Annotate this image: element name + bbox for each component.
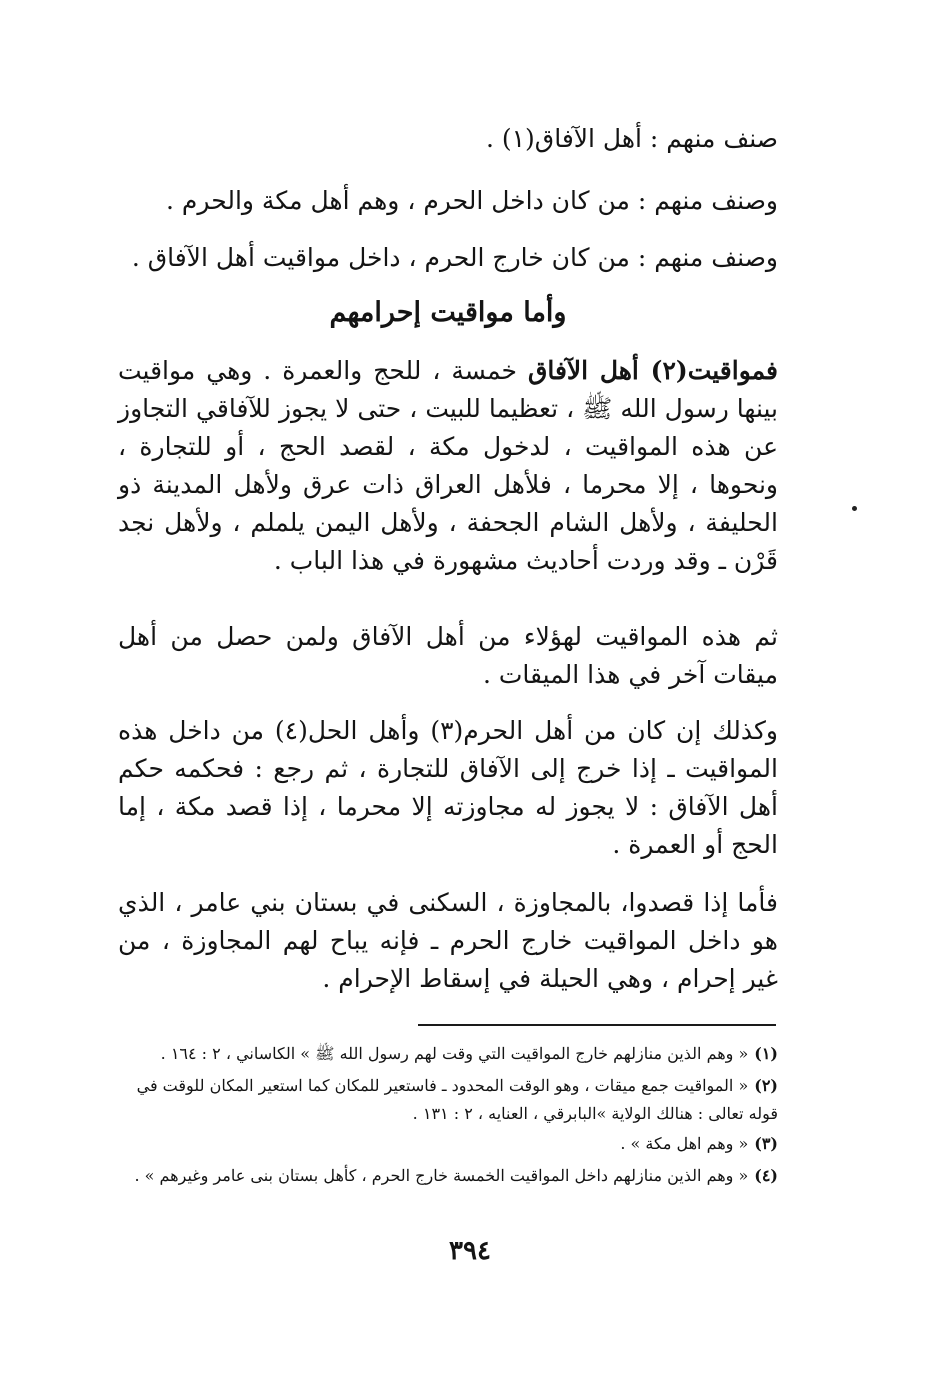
paragraph-4: فأما إذا قصدوا، بالمجاوزة ، السكنى في بستان بني عامر ، الذي هو داخل المواقيت خارج الحرم ـ فإنه يباح لهم المجاوزة ، من غير إحرام ، وهي الحيلة في إسقاط الإحرام . xyxy=(118,888,778,993)
paragraph-2: ثم هذه المواقيت لهؤلاء من أهل الآفاق ولمن حصل من أهل ميقات آخر في هذا الميقات . xyxy=(118,622,778,689)
margin-dot-mark xyxy=(852,506,857,511)
footnote-2-number: (٢) xyxy=(754,1076,778,1095)
footnote-1 xyxy=(118,1040,778,1068)
footnote-4-text: « وهم الذين منازلهم داخل المواقيت الخمسة خارج الحرم ، كأهل بستان بنى عامر وغيرهم » . xyxy=(134,1166,749,1185)
footnote-3-number: (٣) xyxy=(754,1134,778,1153)
footnote-3 xyxy=(118,1130,778,1158)
paragraph-1 xyxy=(118,352,778,580)
footnote-3-text: « وهم اهل مكة » . xyxy=(620,1134,749,1153)
footnote-separator xyxy=(418,1024,776,1026)
intro-line-1: صنف منهم : أهل الآفاق(١) . xyxy=(485,124,778,153)
footnote-2-text: « المواقيت جمع ميقات ، وهو الوقت المحدود ـ فاستعير للمكان كما استعير المكان للوقت في قوله تعالى : هنالك الولاية »البابرقي ، العنايه ، ٢ : ١٣١ . xyxy=(136,1076,778,1123)
paragraph-1-lead: فمواقيت(٢) أهل الآفاق xyxy=(527,356,779,385)
paragraph-3: وكذلك إن كان من أهل الحرم(٣) وأهل الحل(٤) من داخل هذه المواقيت ـ إذا خرج إلى الآفاق للتجارة ، ثم رجع : فحكمه حكم أهل الآفاق : لا يجوز له مجاوزته إلا محرما ، إذا قصد مكة ، إما الحج أو العمرة . xyxy=(118,716,778,859)
footnote-1-text: « وهم الذين منازلهم خارج المواقيت التي وقت لهم رسول الله ﷺ » الكاساني ، ٢ : ١٦٤ . xyxy=(160,1044,749,1063)
section-heading: وأما مواقيت إحرامهم xyxy=(329,297,567,328)
paragraph-1-text: خمسة ، للحج والعمرة . وهي مواقيت بينها رسول الله ﷺ ، تعظيما للبيت ، حتى لا يجوز للآفاقي التجاوز عن هذه المواقيت ، لدخول مكة ، لقصد الحج ، أو للتجارة ، ونحوها ، إلا محرما ، فلأهل العراق ذات عرق ولأهل المدينة ذو الحليفة ، ولأهل الشام الجحفة ، ولأهل اليمن يلملم ، ولأهل نجد قَرْن ـ وقد وردت أحاديث مشهورة في هذا الباب . xyxy=(118,356,778,575)
footnote-4 xyxy=(118,1162,778,1190)
page-number: ٣٩٤ xyxy=(449,1236,491,1266)
footnote-1-number: (١) xyxy=(754,1044,778,1063)
footnote-2 xyxy=(118,1072,778,1128)
intro-line-3: وصنف منهم : من كان خارج الحرم ، داخل مواقيت أهل الآفاق . xyxy=(131,243,778,272)
footnote-4-number: (٤) xyxy=(754,1166,778,1185)
intro-line-2: وصنف منهم : من كان داخل الحرم ، وهم أهل مكة والحرم . xyxy=(166,186,778,215)
